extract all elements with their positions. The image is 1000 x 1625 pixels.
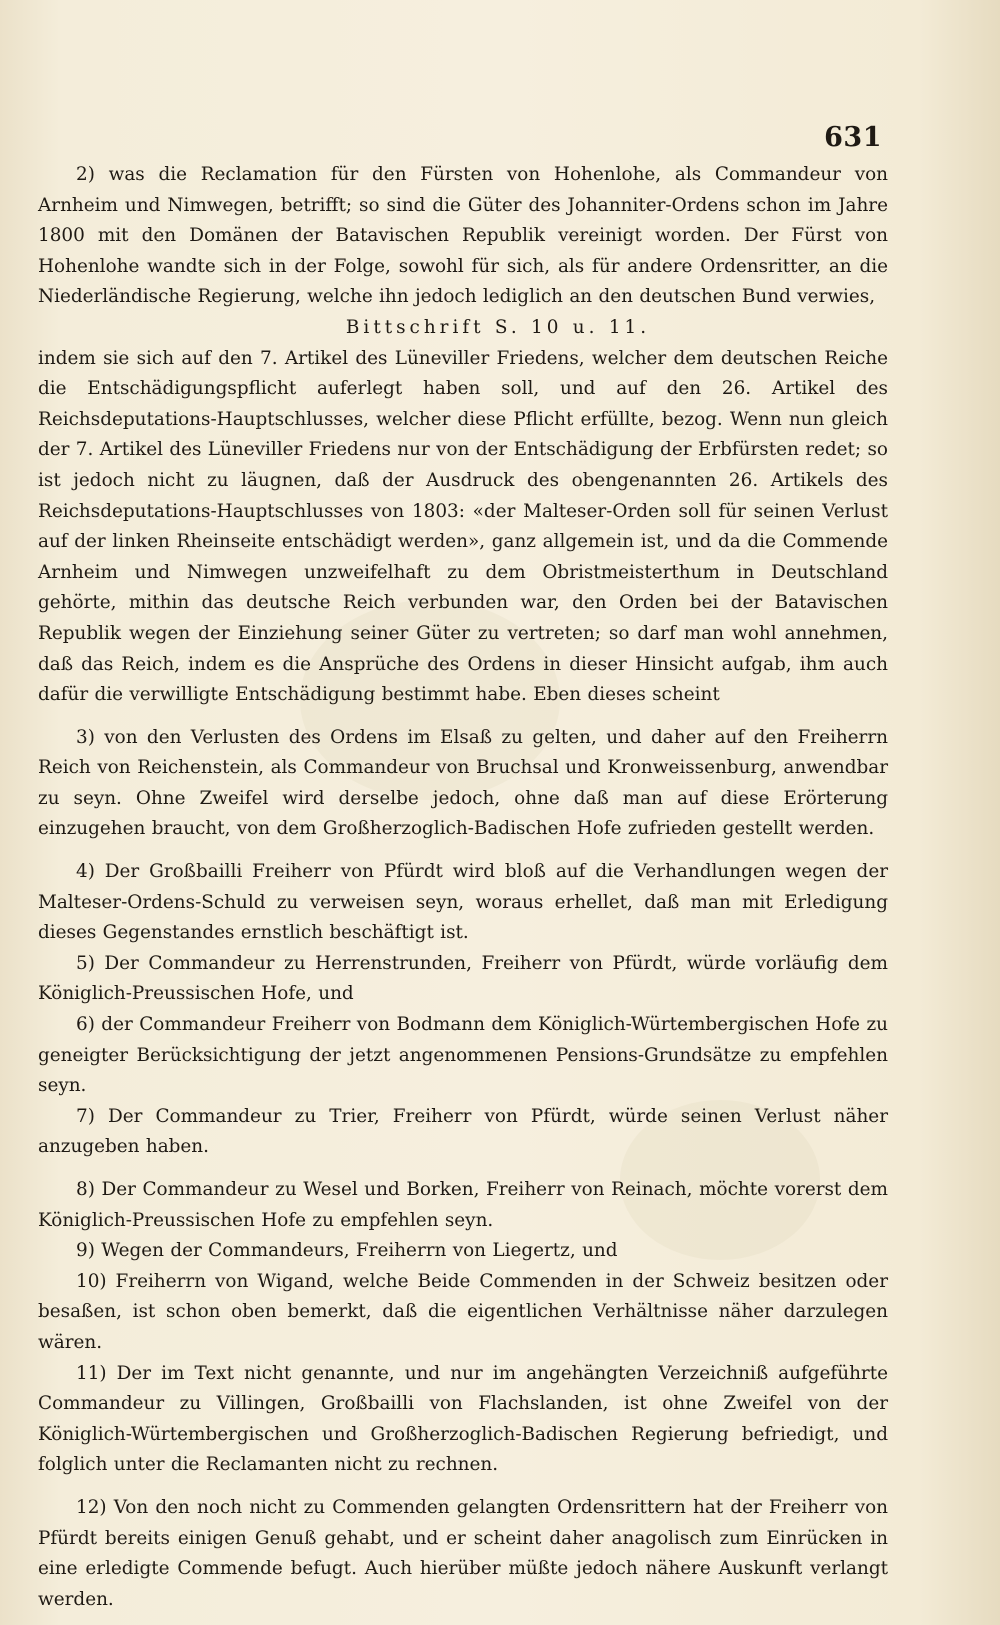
petition-reference: Bittschrift S. 10 u. 11. <box>345 316 651 338</box>
paragraph-3: 3) von den Verlusten des Ordens im Elsaß zu gelten, und daher auf den Freiherrn Reich von Reichenstein, als Commandeur von Bruchsal und Kronweissenburg, anwendbar zu seyn. Ohne Zweifel wird derselbe jedoch, ohne daß man auf diese Erörterung einzugehen braucht, von dem Großherzoglich-Badischen Hofe zufrieden gestellt werden. <box>38 726 888 840</box>
page-number: 631 <box>824 122 882 153</box>
paragraph-2: 2) was die Reclamation für den Fürsten von Hohenlohe, als Commandeur von Arnheim und Nimwegen, betrifft; so sind die Güter des Johanniter-Ordens schon im Jahre 1800 mit den Domänen der Batavischen Republik vereinigt worden. Der Fürst von Hohenlohe wandte sich in der Folge, sowohl für sich, als für andere Ordensritter, an die Niederländische Regierung, welche ihn jedoch lediglich an den deutschen Bund verwies, <box>38 164 888 308</box>
paragraph-11: 11) Der im Text nicht genannte, und nur im angehängten Verzeichniß aufgeführte Commandeur zu Villingen, Großbailli von Flachslanden, ist ohne Zweifel von der Königlich-Würtembergischen und Großherzoglich-Badischen Regierung befriedigt, und folglich unter die Reclamanten nicht zu rechnen. <box>38 1362 888 1476</box>
paragraph-9: 9) Wegen der Commandeurs, Freiherrn von Liegertz, und <box>76 1240 618 1262</box>
paragraph-10: 10) Freiherrn von Wigand, welche Beide Commenden in der Schweiz besitzen oder besaßen, ist schon oben bemerkt, daß die eigentlichen Verhältnisse näher darzulegen wären. <box>38 1270 888 1353</box>
paragraph-12: 12) Von den noch nicht zu Commenden gelangten Ordensrittern hat der Freiherr von Pfürdt bereits einigen Genuß gehabt, und er scheint daher anagolisch zum Einrücken in eine erledigte Commende befugt. Auch hierüber müßte jedoch nähere Auskunft verlangt werden. <box>38 1496 888 1610</box>
body-text <box>38 160 888 1615</box>
paragraph-7: 7) Der Commandeur zu Trier, Freiherr von Pfürdt, würde seinen Verlust näher anzugeben haben. <box>38 1105 888 1158</box>
paragraph-2-continued: indem sie sich auf den 7. Artikel des Lüneviller Friedens, welcher dem deutschen Reiche die Entschädigungspflicht auferlegt haben soll, und auf den 26. Artikel des Reichsdeputations-Hauptschlusses, welcher diese Pflicht erfüllte, bezog. Wenn nun gleich der 7. Artikel des Lüneviller Friedens nur von der Entschädigung der Erbfürsten redet; so ist jedoch nicht zu läugnen, daß der Ausdruck des obengenannten 26. Artikels des Reichsdeputations-Hauptschlusses von 1803: «der Malteser-Orden soll für seinen Verlust auf der linken Rheinseite entschädigt werden», ganz allgemein ist, und da die Commende Arnheim und Nimwegen unzweifelhaft zu dem Obristmeisterthum in Deutschland gehörte, mithin das deutsche Reich verbunden war, den Orden bei der Batavischen Republik wegen der Einziehung seiner Güter zu vertreten; so darf man wohl annehmen, daß das Reich, indem es die Ansprüche des Ordens in dieser Hinsicht aufgab, ihm auch dafür die verwilligte Entschädigung bestimmt habe. Eben dieses scheint <box>38 347 888 706</box>
paragraph-4: 4) Der Großbailli Freiherr von Pfürdt wird bloß auf die Verhandlungen wegen der Malteser-Ordens-Schuld zu verweisen seyn, woraus erhellet, daß man mit Erledigung dieses Gegenstandes ernstlich beschäftigt ist. <box>38 861 888 944</box>
paragraph-8: 8) Der Commandeur zu Wesel und Borken, Freiherr von Reinach, möchte vorerst dem Königlich-Preussischen Hofe zu empfehlen seyn. <box>38 1179 888 1231</box>
paragraph-5: 5) Der Commandeur zu Herrenstrunden, Freiherr von Pfürdt, würde vorläufig dem Königlich-Preussischen Hofe, und <box>38 952 888 1005</box>
paragraph-6: 6) der Commandeur Freiherr von Bodmann dem Königlich-Würtembergischen Hofe zu geneigter Berücksichtigung der jetzt angenommenen Pensions-Grundsätze zu empfehlen seyn. <box>38 1014 888 1097</box>
